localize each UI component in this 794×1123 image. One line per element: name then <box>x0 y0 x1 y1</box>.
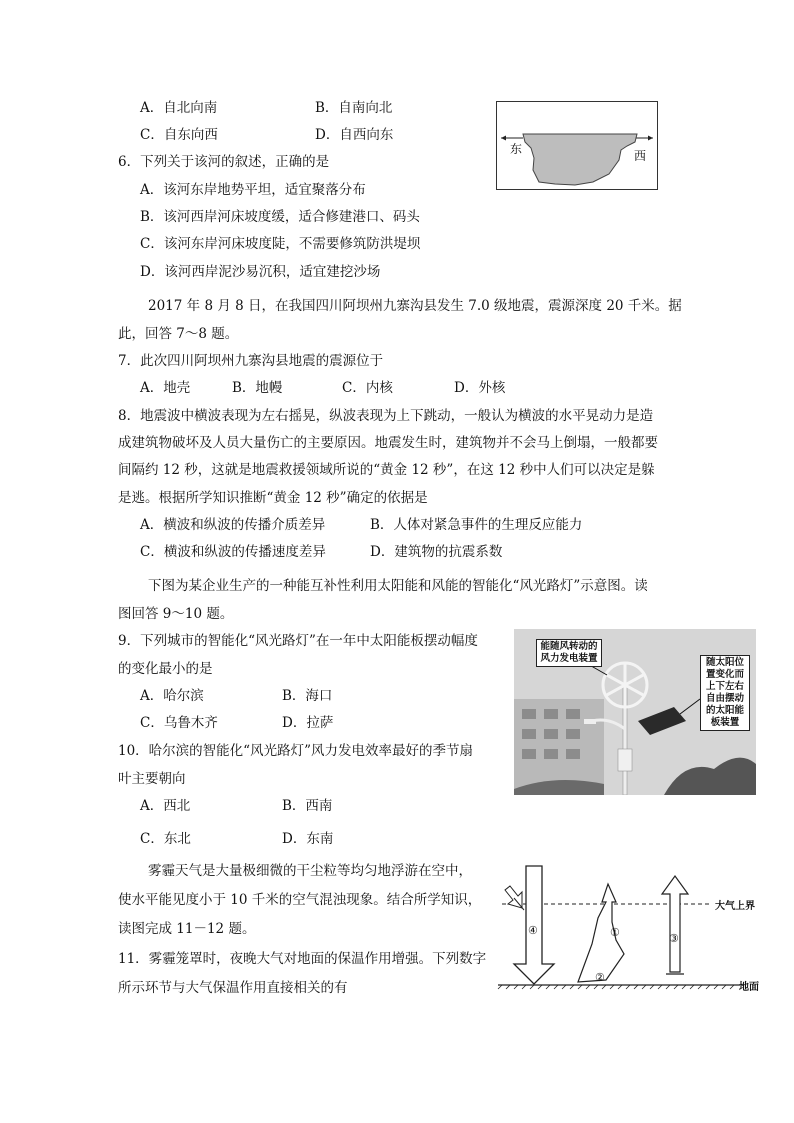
q6-stem: 6．下列关于该河的叙述，正确的是 <box>118 154 330 170</box>
q9-option-a: A．哈尔滨 <box>140 688 204 704</box>
q8-line1: 8．地震波中横波表现为左右摇晃，纵波表现为上下跳动，一般认为横波的水平晃动力是造 <box>118 408 654 424</box>
q8-option-c: C．横波和纵波的传播速度差异 <box>140 544 326 560</box>
q10-option-c: C．东北 <box>140 831 191 847</box>
q11-line2: 所示环节与大气保温作用直接相关的有 <box>118 980 348 996</box>
q5-option-c: C．自东向西 <box>140 127 218 143</box>
solar-panel-label: 随太阳位置变化而上下左右自由摆动的太阳能板装置 <box>700 655 750 731</box>
label-4: ④ <box>528 924 538 937</box>
east-label: 东 <box>510 142 523 156</box>
q6-option-a: A．该河东岸地势平坦，适宜聚落分布 <box>140 182 366 198</box>
q10-option-a: A．西北 <box>140 798 191 814</box>
q7-option-d: D．外核 <box>454 380 506 396</box>
q5-option-a: A．自北向南 <box>140 100 218 116</box>
q9-line1: 9．下列城市的智能化“风光路灯”在一年中太阳能板摆动幅度 <box>118 633 478 649</box>
passage2-line2: 图回答 9～10 题。 <box>118 606 234 622</box>
q8-option-b: B．人体对紧急事件的生理反应能力 <box>370 517 583 533</box>
q10-option-b: B．西南 <box>282 798 333 814</box>
river-cross-section-figure <box>496 101 658 190</box>
q10-line1: 10．哈尔滨的智能化“风光路灯”风力发电效率最好的季节扇 <box>118 743 473 759</box>
ground-label: 地面 <box>739 982 759 993</box>
passage1-line2: 此，回答 7～8 题。 <box>118 326 239 342</box>
q8-line2: 成建筑物破坏及人员大量伤亡的主要原因。地震发生时，建筑物并不会马上倒塌，一般都要 <box>118 435 658 451</box>
q5-option-d: D．自西向东 <box>315 127 394 143</box>
q10-option-d: D．东南 <box>282 831 334 847</box>
q7-option-c: C．内核 <box>342 380 393 396</box>
q6-option-b: B．该河西岸河床坡度缓，适合修建港口、码头 <box>140 209 420 225</box>
q6-option-d: D．该河西岸泥沙易沉积，适宜建挖沙场 <box>140 264 381 280</box>
q7-option-b: B．地幔 <box>232 380 283 396</box>
q9-option-c: C．乌鲁木齐 <box>140 715 218 731</box>
west-label: 西 <box>634 149 647 163</box>
label-2: ② <box>595 971 605 984</box>
label-1: ① <box>610 926 620 939</box>
q7-option-a: A．地壳 <box>140 380 191 396</box>
q8-line4: 是逃。根据所学知识推断“黄金 12 秒”确定的依据是 <box>118 490 428 506</box>
passage3-line2: 使水平能见度小于 10 千米的空气混浊现象。结合所学知识， <box>118 892 482 908</box>
q9-option-d: D．拉萨 <box>282 715 334 731</box>
q8-option-d: D．建筑物的抗震系数 <box>370 544 503 560</box>
wind-turbine-label: 能随风转动的风力发电装置 <box>536 639 602 667</box>
q5-option-b: B．自南向北 <box>315 100 393 116</box>
label-3: ③ <box>669 932 679 945</box>
q8-line3: 间隔约 12 秒，这就是地震救援领域所说的“黄金 12 秒”，在这 12 秒中人们可以决定是躲 <box>118 462 655 478</box>
q7-stem: 7．此次四川阿坝州九寨沟县地震的震源位于 <box>118 353 384 369</box>
q8-option-a: A．横波和纵波的传播介质差异 <box>140 517 326 533</box>
q9-option-b: B．海口 <box>282 688 333 704</box>
atmosphere-top-label: 大气上界 <box>715 901 755 912</box>
wind-solar-streetlight-photo <box>514 629 756 795</box>
passage3-line3: 读图完成 11－12 题。 <box>118 921 256 937</box>
atmosphere-radiation-figure <box>494 862 764 992</box>
passage1-line1: 2017 年 8 月 8 日，在我国四川阿坝州九寨沟县发生 7.0 级地震，震源深度 20 千米。据 <box>148 298 682 314</box>
q6-option-c: C．该河东岸河床坡度陡，不需要修筑防洪堤坝 <box>140 236 421 252</box>
q11-line1: 11．雾霾笼罩时，夜晚大气对地面的保温作用增强。下列数字 <box>118 951 487 967</box>
q9-line2: 的变化最小的是 <box>118 661 213 677</box>
q10-line2: 叶主要朝向 <box>118 771 186 787</box>
passage2-line1: 下图为某企业生产的一种能互补性利用太阳能和风能的智能化“风光路灯”示意图。读 <box>148 578 648 594</box>
passage3-line1: 雾霾天气是大量极细微的干尘粒等均匀地浮游在空中， <box>148 863 472 879</box>
